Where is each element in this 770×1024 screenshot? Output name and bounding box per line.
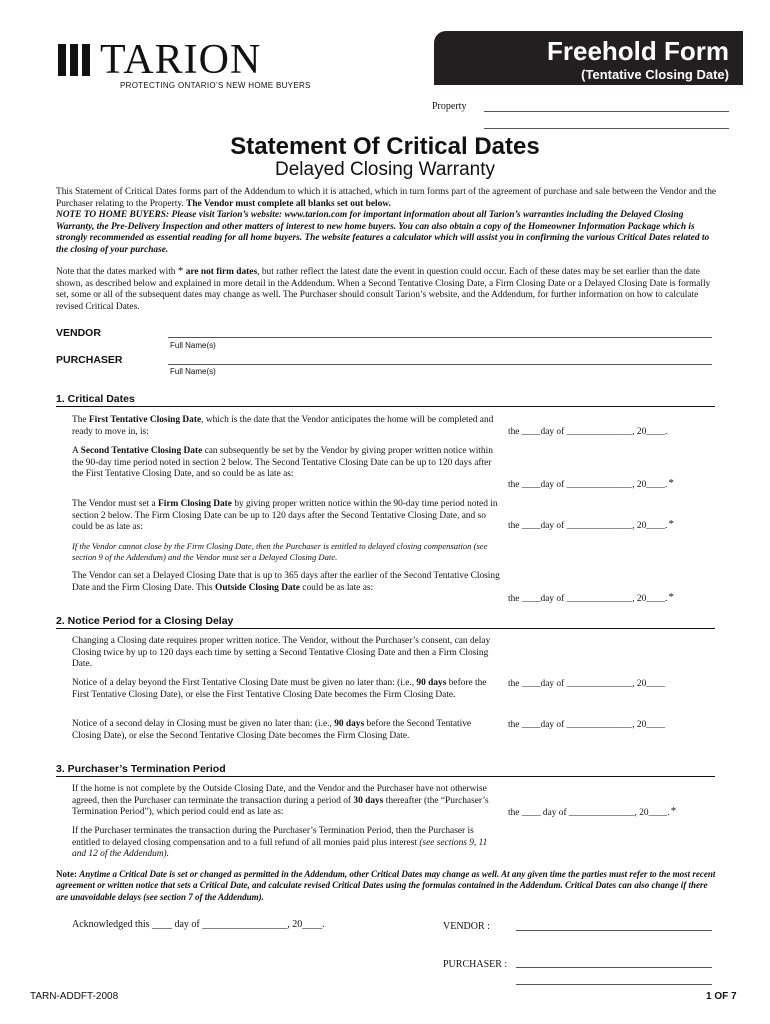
section-1-heading: 1. Critical Dates	[56, 393, 135, 405]
dates-note-paragraph	[56, 266, 720, 313]
term: 90 days	[416, 678, 447, 688]
date-blank: the ____day of ______________, 20____.	[508, 594, 668, 604]
text: before the Second Tentative Closing Date), or else the Second Tentative Closing Date becomes the Firm Closing Date.	[72, 719, 472, 741]
text: Notice of a second delay in Closing must be given no later than: (i.e.,	[72, 719, 335, 729]
page-number: 1 OF 7	[706, 991, 737, 1002]
firm-closing-text	[72, 499, 502, 534]
text: thereafter (the “Purchaser’s Termination Period”), which period could end as late as:	[72, 795, 489, 818]
text: If the home is not complete by the Outside Closing Date, and the Vendor and the Purchaser have not otherwise agreed, then the Purchaser can terminate the transaction during a period of	[72, 784, 487, 806]
outside-closing-text	[72, 571, 502, 594]
date-blank: the ____day of ______________, 20____.	[508, 521, 668, 531]
dates-note-text-2: , but rather reflect the latest date the event in question could occur. Each of these dates may be set earlier than the date shown, as described below and explained in more detail in the Addendum. When a Second Tentative Closing Date, a Firm Closing Date or a Delayed Closing Date is formally set, some or all of the subsequent dates may change as well. The Purchaser should consult Tarion’s website, and the Addendum, for further information on how to calculate revised Critical Dates.	[56, 267, 711, 312]
note-text: Anytime a Critical Date is set or changed as permitted in the Addendum, other Critical Dates may change as well. At any given time the parties must refer to the most recent agreement or written notice that sets a Critical Date, and calculate revised Critical Dates using the formulas contained in the Addendum. Critical Dates can also change if there are unavoidable delays (see section 7 of the Addendum).	[56, 869, 716, 902]
property-field[interactable]	[484, 101, 729, 112]
purchaser-signature-field-2[interactable]	[516, 975, 712, 985]
first-delay-notice-date-field[interactable]	[508, 679, 665, 689]
property-label: Property	[432, 101, 467, 112]
purchaser-signature-label: PURCHASER :	[443, 959, 508, 970]
first-delay-notice-text	[72, 678, 502, 701]
purchaser-fullname-caption: Full Name(s)	[170, 367, 216, 376]
date-blank: the ____ day of ______________, 20____.	[508, 808, 670, 818]
intro-text: This Statement of Critical Dates forms part of the Addendum to which it is attached, which in turn forms part of the agreement of purchase and sale between the Vendor and the Purchaser relating to the Property.	[56, 187, 717, 209]
term: Firm Closing Date	[158, 499, 232, 509]
section-3-heading: 3. Purchaser’s Termination Period	[56, 763, 226, 775]
delayed-closing-note	[72, 541, 512, 563]
form-type-banner	[434, 31, 743, 85]
termination-refund-text	[72, 826, 502, 861]
date-blank: the ____day of ______________, 20____.	[508, 427, 668, 437]
section-1-rule	[56, 406, 715, 407]
vendor-name-field[interactable]	[168, 328, 712, 338]
note-text: If the Vendor cannot close by the Firm Closing Date, then the Purchaser is entitled to delayed closing compensation (see section 9 of the Addendum) and the Vendor must set a Delayed Closing Date.	[72, 541, 488, 562]
property-field-line-2[interactable]	[484, 118, 729, 129]
intro-paragraph	[56, 187, 720, 210]
vendor-fullname-caption: Full Name(s)	[170, 341, 216, 350]
second-tentative-closing-text	[72, 446, 502, 481]
purchaser-name-field[interactable]	[168, 355, 712, 365]
section-3-rule	[56, 776, 715, 777]
form-title: Freehold Form	[546, 36, 729, 66]
reference-text: (see sections 9, 11 and 12 of the Addendum).	[72, 837, 488, 860]
vendor-signature-field[interactable]	[516, 919, 712, 931]
asterisk-symbol: *	[668, 591, 674, 603]
form-code: TARN-ADDFT-2008	[30, 991, 119, 1002]
note-label: Note:	[56, 869, 80, 879]
first-tentative-closing-text	[72, 415, 502, 438]
text: The Vendor must set a	[72, 499, 159, 509]
page-title: Statement Of Critical Dates	[230, 133, 540, 160]
text: , which is the date that the Vendor anticipates the home will be completed and ready to move in, is:	[72, 415, 494, 437]
asterisk-symbol: *	[668, 518, 674, 530]
termination-end-date-field[interactable]	[508, 805, 677, 820]
term: Second Tentative Closing Date	[80, 446, 203, 456]
not-firm-dates-text: are not firm dates	[183, 267, 258, 277]
vendor-signature-label: VENDOR :	[443, 921, 490, 932]
term: 30 days	[353, 795, 384, 806]
section-2-rule	[56, 628, 715, 629]
date-blank: the ____day of ______________, 20____	[508, 720, 666, 730]
text: A	[72, 446, 81, 456]
purchaser-signature-field[interactable]	[516, 956, 712, 968]
second-tentative-closing-date-field[interactable]	[508, 477, 674, 492]
critical-dates-note	[56, 869, 716, 903]
notice-intro-text: Changing a Closing date requires proper written notice. The Vendor, without the Purchaser’s consent, can delay Closing twice by up to 120 days each time by setting a Second Tentative Closing Date and then a Firm Closing Date.	[72, 636, 491, 670]
text: could be as late as:	[299, 582, 374, 593]
page-subtitle: Delayed Closing Warranty	[275, 159, 495, 180]
text: Notice of a delay beyond the First Tentative Closing Date must be given no later than: (i.e.,	[72, 678, 417, 688]
termination-period-text	[72, 784, 502, 819]
term: Outside Closing Date	[215, 582, 300, 593]
logo-text: TARION	[100, 37, 262, 83]
text: before the First Tentative Closing Date), or else the First Tentative Closing Date becomes the Firm Closing Date.	[72, 678, 487, 700]
asterisk-symbol: *	[670, 805, 677, 817]
text: by giving proper written notice within the 90-day time period noted in section 2 below. The Firm Closing Date can be up to 120 days after the Second Tentative Closing Date, and so could be as late as:	[72, 499, 498, 533]
second-delay-notice-text	[72, 719, 502, 742]
text: If the Purchaser terminates the transaction during the Purchaser’s Termination Period, then the Purchaser is entitled to delayed closing compensation and to a full refund of all monies paid plus interest	[72, 826, 474, 848]
purchaser-label: PURCHASER	[56, 354, 123, 366]
text: can subsequently be set by the Vendor by giving proper written notice within the 90-day time period noted in section 2 below. The Second Tentative Closing Date can be up to 120 days after the First Tentative Closing Date, and so could be as late as:	[72, 446, 493, 480]
vendor-label: VENDOR	[56, 327, 101, 339]
outside-closing-date-field[interactable]	[508, 591, 674, 606]
term: 90 days	[334, 719, 365, 729]
logo-bars-icon	[58, 44, 94, 81]
acknowledged-date-field[interactable]: Acknowledged this ____ day of _________________, 20____.	[72, 919, 325, 930]
logo-tagline: PROTECTING ONTARIO’S NEW HOME BUYERS	[120, 81, 311, 90]
form-subtitle: (Tentative Closing Date)	[581, 67, 729, 82]
section-2-heading: 2. Notice Period for a Closing Delay	[56, 615, 234, 627]
asterisk-symbol: *	[177, 265, 184, 277]
second-delay-notice-date-field[interactable]	[508, 720, 665, 730]
date-blank: the ____day of ______________, 20____	[508, 679, 666, 689]
first-tentative-closing-date-field[interactable]	[508, 427, 667, 437]
text: The Vendor can set a Delayed Closing Date that is up to 365 days after the earlier of the Second Tentative Closing Date and the Firm Closing Date. This	[72, 571, 500, 593]
term: First Tentative Closing Date	[88, 415, 202, 425]
note-to-home-buyers: NOTE TO HOME BUYERS: Please visit Tarion’s website: www.tarion.com for important information about all Tarion’s warranties including the Delayed Closing Warranty, the Pre-Delivery Inspection and other matters of interest to new home buyers. You can also obtain a copy of the Homeowner Information Package which is strongly recommended as essential reading for all home buyers. The website features a calculator which will assist you in confirming the various Critical Dates related to the closing of your purchase.	[56, 210, 710, 255]
text: The	[72, 415, 89, 425]
intro-instruction: The Vendor must complete all blanks set out below.	[186, 198, 391, 209]
firm-closing-date-field[interactable]	[508, 518, 674, 533]
date-blank: the ____day of ______________, 20____.	[508, 480, 668, 490]
asterisk-symbol: *	[668, 477, 674, 489]
dates-note-text: Note that the dates marked with	[56, 267, 178, 277]
